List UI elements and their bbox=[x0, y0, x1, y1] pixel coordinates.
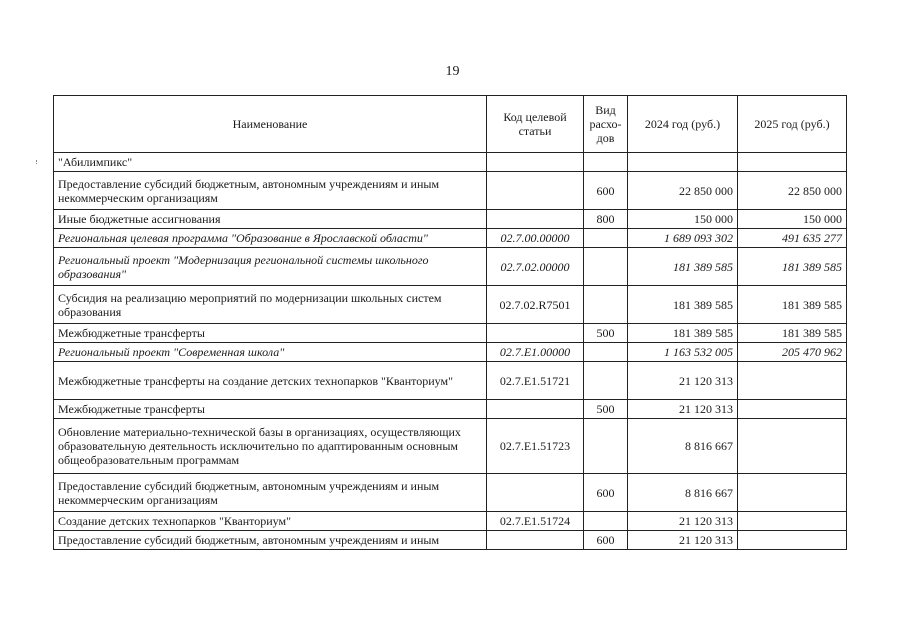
cell-2024: 21 120 313 bbox=[628, 531, 738, 550]
cell-2024: 21 120 313 bbox=[628, 400, 738, 419]
cell-code bbox=[487, 400, 584, 419]
header-2024: 2024 год (руб.) bbox=[628, 96, 738, 153]
cell-name: Предоставление субсидий бюджетным, автономным учреждениям и иным некоммерческим организациям bbox=[54, 474, 487, 512]
cell-2024: 22 850 000 bbox=[628, 172, 738, 210]
table-row bbox=[54, 343, 847, 362]
cell-code bbox=[487, 210, 584, 229]
cell-name: "Абилимпикс" bbox=[54, 153, 487, 172]
table-row bbox=[54, 362, 847, 400]
cell-2024: 8 816 667 bbox=[628, 419, 738, 474]
cell-2024: 181 389 585 bbox=[628, 286, 738, 324]
cell-name: Региональная целевая программа "Образование в Ярославской области" bbox=[54, 229, 487, 248]
table-row bbox=[54, 419, 847, 474]
table-row bbox=[54, 474, 847, 512]
cell-2025: 22 850 000 bbox=[738, 172, 847, 210]
cell-name: Региональный проект "Современная школа" bbox=[54, 343, 487, 362]
cell-2025: 181 389 585 bbox=[738, 248, 847, 286]
cell-type: 600 bbox=[584, 531, 628, 550]
cell-type bbox=[584, 343, 628, 362]
cell-type bbox=[584, 153, 628, 172]
cell-type bbox=[584, 248, 628, 286]
cell-type: 500 bbox=[584, 400, 628, 419]
table-row bbox=[54, 512, 847, 531]
cell-code: 02.7.02.R7501 bbox=[487, 286, 584, 324]
cell-type bbox=[584, 286, 628, 324]
cell-name: Обновление материально-технической базы в организациях, осуществляющих образовательную деятельность исключительно по адаптированным основным общеобразовательным программам bbox=[54, 419, 487, 474]
cell-type bbox=[584, 229, 628, 248]
cell-2025: 181 389 585 bbox=[738, 286, 847, 324]
cell-2024 bbox=[628, 153, 738, 172]
cell-code bbox=[487, 324, 584, 343]
table-row bbox=[54, 210, 847, 229]
table-row bbox=[54, 531, 847, 550]
cell-2025 bbox=[738, 419, 847, 474]
table-row bbox=[54, 172, 847, 210]
cell-2025 bbox=[738, 512, 847, 531]
scan-margin-mark bbox=[36, 160, 43, 164]
header-2025: 2025 год (руб.) bbox=[738, 96, 847, 153]
cell-code: 02.7.00.00000 bbox=[487, 229, 584, 248]
budget-table bbox=[53, 95, 847, 550]
cell-2024: 1 689 093 302 bbox=[628, 229, 738, 248]
cell-2024: 21 120 313 bbox=[628, 362, 738, 400]
cell-2024: 181 389 585 bbox=[628, 248, 738, 286]
table-header-row bbox=[54, 96, 847, 153]
cell-name: Иные бюджетные ассигнования bbox=[54, 210, 487, 229]
cell-type: 500 bbox=[584, 324, 628, 343]
cell-type: 600 bbox=[584, 474, 628, 512]
table-row bbox=[54, 400, 847, 419]
cell-2025: 181 389 585 bbox=[738, 324, 847, 343]
table-row bbox=[54, 153, 847, 172]
cell-code: 02.7.E1.51723 bbox=[487, 419, 584, 474]
cell-2024: 181 389 585 bbox=[628, 324, 738, 343]
header-name: Наименование bbox=[54, 96, 487, 153]
cell-name: Межбюджетные трансферты bbox=[54, 324, 487, 343]
cell-code bbox=[487, 474, 584, 512]
cell-2025: 150 000 bbox=[738, 210, 847, 229]
cell-2025 bbox=[738, 400, 847, 419]
cell-name: Создание детских технопарков "Кванториум" bbox=[54, 512, 487, 531]
cell-2025 bbox=[738, 474, 847, 512]
cell-code: 02.7.E1.00000 bbox=[487, 343, 584, 362]
cell-name: Межбюджетные трансферты bbox=[54, 400, 487, 419]
cell-2025 bbox=[738, 531, 847, 550]
cell-type bbox=[584, 512, 628, 531]
cell-2025: 491 635 277 bbox=[738, 229, 847, 248]
table-row bbox=[54, 229, 847, 248]
cell-code: 02.7.E1.51721 bbox=[487, 362, 584, 400]
cell-2024: 8 816 667 bbox=[628, 474, 738, 512]
table-row bbox=[54, 324, 847, 343]
cell-2024: 150 000 bbox=[628, 210, 738, 229]
table-row bbox=[54, 248, 847, 286]
cell-type: 600 bbox=[584, 172, 628, 210]
header-type: Вид расхо-дов bbox=[584, 96, 628, 153]
cell-name: Межбюджетные трансферты на создание детских технопарков "Кванториум" bbox=[54, 362, 487, 400]
cell-code: 02.7.E1.51724 bbox=[487, 512, 584, 531]
cell-name: Субсидия на реализацию мероприятий по модернизации школьных систем образования bbox=[54, 286, 487, 324]
cell-2025 bbox=[738, 362, 847, 400]
cell-name: Региональный проект "Модернизация региональной системы школьного образования" bbox=[54, 248, 487, 286]
cell-type bbox=[584, 419, 628, 474]
cell-2025: 205 470 962 bbox=[738, 343, 847, 362]
cell-2025 bbox=[738, 153, 847, 172]
page-number: 19 bbox=[445, 64, 460, 79]
cell-code bbox=[487, 531, 584, 550]
cell-code: 02.7.02.00000 bbox=[487, 248, 584, 286]
cell-name: Предоставление субсидий бюджетным, автономным учреждениям и иным некоммерческим организациям bbox=[54, 172, 487, 210]
cell-type bbox=[584, 362, 628, 400]
cell-code bbox=[487, 153, 584, 172]
cell-code bbox=[487, 172, 584, 210]
cell-2024: 21 120 313 bbox=[628, 512, 738, 531]
header-code: Код целевой статьи bbox=[487, 96, 584, 153]
cell-name: Предоставление субсидий бюджетным, автономным учреждениям и иным bbox=[54, 531, 487, 550]
table-row bbox=[54, 286, 847, 324]
cell-2024: 1 163 532 005 bbox=[628, 343, 738, 362]
cell-type: 800 bbox=[584, 210, 628, 229]
